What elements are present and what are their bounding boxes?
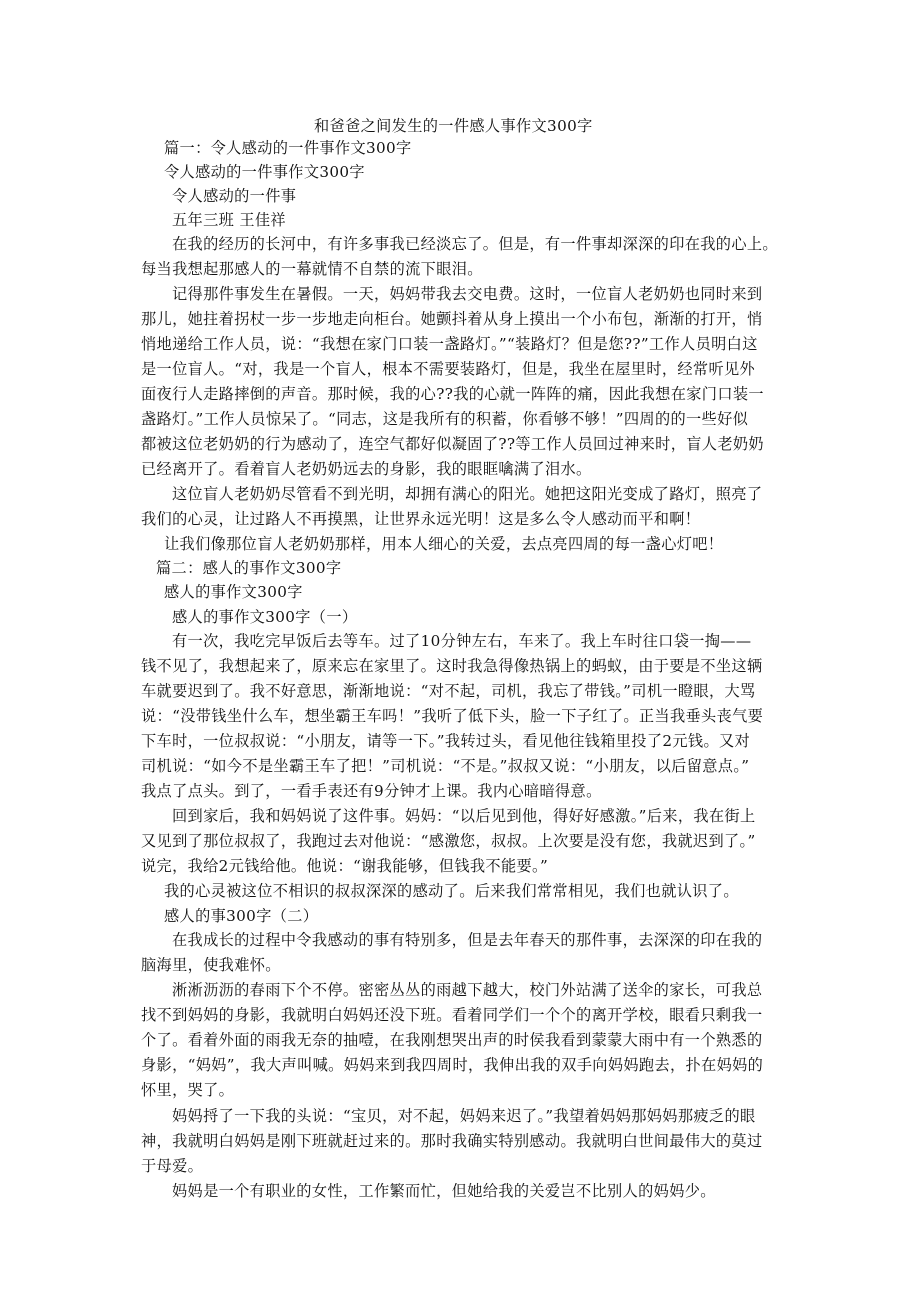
text-line: 记得那件事发生在暑假。一天，妈妈带我去交电费。这时，一位盲人老奶奶也同时来到 (172, 285, 763, 303)
text-line: 脑海里，使我难怀。 (141, 956, 281, 974)
text-line: 已经离开了。看着盲人老奶奶远去的身影，我的眼眶噙满了泪水。 (141, 460, 592, 478)
text-line: 都被这位老奶奶的行为感动了，连空气都好似凝固了??等工作人员回过神来时，盲人老奶奶 (141, 435, 764, 453)
text-line: 神，我就明白妈妈是刚下班就赶过来的。那时我确实特别感动。我就明白世间最伟大的莫过 (141, 1132, 763, 1150)
text-line: 让我们像那位盲人老奶奶那样，用本人细心的关爱，去点亮四周的每一盏心灯吧！ (164, 535, 724, 553)
text-line: 我点了点头。到了，一看手表还有9分钟才上课。我内心暗暗得意。 (141, 782, 602, 800)
text-line: 在我成长的过程中令我感动的事有特别多，但是去年春天的那件事，去深深的印在我的 (172, 931, 763, 949)
text-line: 每当我想起那感人的一幕就情不自禁的流下眼泪。 (141, 260, 483, 278)
text-line: 司机说：“如今不是坐霸王车了把！”司机说：“不是。”叔叔又说：“小朋友，以后留意点。” (141, 757, 750, 775)
text-line: 我们的心灵，让过路人不再摸黑，让世界永远光明！这是多么令人感动而平和啊！ (141, 510, 701, 528)
text-line: 淅淅沥沥的春雨下个不停。密密丛丛的雨越下越大，校门外站满了送伞的家长，可我总 (172, 981, 763, 999)
text-line: 车就要迟到了。我不好意思，渐渐地说：“对不起，司机，我忘了带钱。”司机一瞪眼，大骂 (141, 682, 756, 700)
document-title: 和爸爸之间发生的一件感人事作文300字 (314, 117, 593, 135)
text-line: 又见到了那位叔叔了，我跑过去对他说：“感激您，叔叔。上次要是没有您，我就迟到了。” (141, 832, 756, 850)
section1-title: 感人的事作文300字（一） (172, 608, 358, 626)
text-line: 这位盲人老奶奶尽管看不到光明，却拥有满心的阳光。她把这阳光变成了路灯，照亮了 (172, 485, 763, 503)
text-line: 说完，我给2元钱给他。他说：“谢我能够，但钱我不能要。” (141, 857, 549, 875)
text-line: 个了。看着外面的雨我无奈的抽噎，在我刚想哭出声的时侯我看到蒙蒙大雨中有一个熟悉的 (141, 1031, 763, 1049)
text-line: 有一次，我吃完早饭后去等车。过了10分钟左右，车来了。我上车时往口袋一掏—— (172, 632, 752, 650)
text-line: 说：“没带钱坐什么车，想坐霸王车吗！”我听了低下头，脸一下子红了。正当我垂头丧气要 (141, 707, 764, 725)
part2-heading: 篇二：感人的事作文300字 (156, 559, 342, 577)
text-line: 面夜行人走路摔倒的声音。那时候，我的心??我的心就一阵阵的痛，因此我想在家门口装一 (141, 385, 764, 403)
text-line: 悄地递给工作人员，说：“我想在家门口装一盏路灯。”“装路灯？但是您??”工作人员明白这 (141, 335, 758, 353)
text-line: 找不到妈妈的身影，我就明白妈妈还没下班。看着同学们一个个的离开学校，眼看只剩我一 (141, 1006, 763, 1024)
section2-title: 感人的事300字（二） (164, 907, 319, 925)
text-line: 于母爱。 (141, 1157, 204, 1175)
text-line: 是一位盲人。“对，我是一个盲人，根本不需要装路灯，但是，我坐在屋里时，经常听见外 (141, 360, 756, 378)
part1-author: 五年三班 王佳祥 (172, 211, 286, 229)
text-line: 回到家后，我和妈妈说了这件事。妈妈：“以后见到他，得好好感激。”后来，我在街上 (172, 807, 756, 825)
part2-subtitle: 感人的事作文300字 (164, 583, 303, 601)
part1-story-title: 令人感动的一件事 (172, 187, 297, 205)
text-line: 那儿，她拄着拐杖一步一步地走向柜台。她颤抖着从身上摸出一个小布包，渐渐的打开，悄 (141, 310, 763, 328)
text-line: 盏路灯。”工作人员惊呆了。“同志，这是我所有的积蓄，你看够不够！”四周的的一些好似 (141, 410, 749, 428)
text-line: 下车时，一位叔叔说：“小朋友，请等一下。”我转过头，看见他往钱箱里投了2元钱。又对 (141, 732, 751, 750)
text-line: 妈妈捋了一下我的头说：“宝贝，对不起，妈妈来迟了。”我望着妈妈那妈妈那疲乏的眼 (172, 1107, 756, 1125)
text-line: 怀里，哭了。 (141, 1081, 235, 1099)
part1-heading: 篇一：令人感动的一件事作文300字 (164, 139, 412, 157)
text-line: 身影，“妈妈”，我大声叫喊。妈妈来到我四周时，我伸出我的双手向妈妈跑去，扑在妈妈的 (141, 1056, 764, 1074)
part1-subtitle: 令人感动的一件事作文300字 (164, 163, 365, 181)
text-line: 钱不见了，我想起来了，原来忘在家里了。这时我急得像热锅上的蚂蚁，由于要是不坐这辆 (141, 657, 763, 675)
text-line: 在我的经历的长河中，有许多事我已经淡忘了。但是，有一件事却深深的印在我的心上。 (172, 235, 778, 253)
text-line: 妈妈是一个有职业的女性，工作繁而忙，但她给我的关爱岂不比别人的妈妈少。 (172, 1182, 716, 1200)
text-line: 我的心灵被这位不相识的叔叔深深的感动了。后来我们常常相见，我们也就认识了。 (164, 882, 739, 900)
